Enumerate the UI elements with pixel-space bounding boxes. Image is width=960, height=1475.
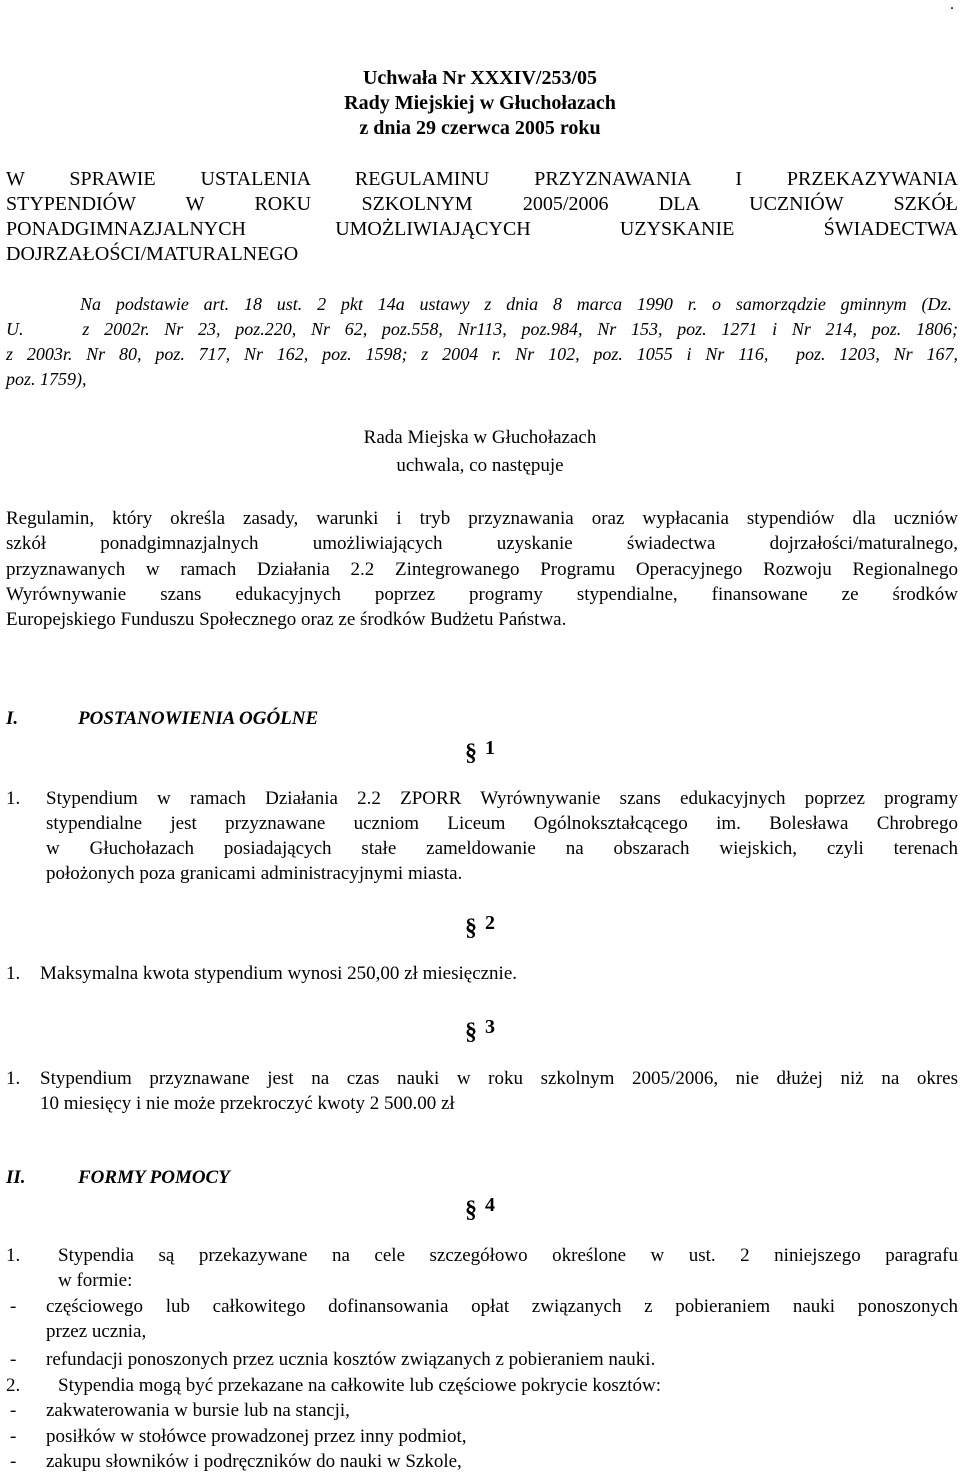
paragraph-4-heading — [465, 1192, 495, 1223]
subject-line-3: PONADGIMNAZJALNYCH UMOŻLIWIAJĄCYCH UZYSKANIE ŚWIADECTWA — [6, 218, 958, 240]
bullet-dash: - — [10, 1451, 17, 1472]
section-sign: § — [465, 1019, 477, 1045]
p1-item-number: 1. — [6, 788, 21, 809]
bullet-dash: - — [10, 1400, 17, 1421]
council-heading: Rada Miejska w Głuchołazach — [363, 427, 597, 448]
section-sign: § — [465, 915, 477, 941]
p4-cost-bullet-3: zakupu słowników i podręczników do nauki w Szkole, — [46, 1451, 462, 1472]
intro-line-1: Regulamin, który określa zasady, warunki i tryb przyznawania oraz wypłacania stypendiów dla uczniów — [6, 508, 958, 529]
intro-line-4: Wyrównywanie szans edukacyjnych poprzez programy stypendialne, finansowane ze środków — [6, 584, 958, 605]
legal-basis-line-2: U. z 2002r. Nr 23, poz.220, Nr 62, poz.558, Nr113, poz.984, Nr 153, poz. 1271 i Nr 214, poz. 1806; — [6, 319, 958, 339]
p1-line-2: stypendialne jest przyznawane uczniom Liceum Ogólnokształcącego im. Bolesława Chrobrego — [46, 813, 958, 834]
council-name: Rady Miejskiej w Głuchołazach — [344, 92, 616, 114]
legal-basis-line-4: poz. 1759), — [6, 369, 87, 389]
subject-line-4: DOJRZAŁOŚCI/MATURALNEGO — [6, 243, 299, 265]
paragraph-number: 4 — [485, 1194, 495, 1216]
section-sign: § — [465, 740, 477, 766]
resolution-date: z dnia 29 czerwca 2005 roku — [359, 117, 601, 139]
p1-line-1: Stypendium w ramach Działania 2.2 ZPORR Wyrównywanie szans edukacyjnych poprzez programy — [46, 788, 958, 809]
section-2-number: II. — [6, 1167, 26, 1188]
resolution-number: Uchwała Nr XXXIV/253/05 — [362, 67, 598, 89]
paragraph-number: 3 — [485, 1016, 495, 1038]
section-1-title: POSTANOWIENIA OGÓLNE — [78, 708, 319, 729]
p4-item-2-number: 2. — [6, 1375, 21, 1396]
p4-item-1-number: 1. — [6, 1245, 21, 1266]
council-resolves: uchwala, co następuje — [396, 455, 564, 476]
legal-basis-line-3: z 2003r. Nr 80, poz. 717, Nr 162, poz. 1598; z 2004 r. Nr 102, poz. 1055 i Nr 116, poz. 1203, Nr 167, — [6, 344, 958, 364]
section-1-number: I. — [6, 708, 19, 729]
paragraph-number: 2 — [485, 912, 495, 934]
subject-line-1: W SPRAWIE USTALENIA REGULAMINU PRZYZNAWANIA I PRZEKAZYWANIA — [6, 168, 958, 190]
paragraph-number: 1 — [485, 737, 495, 759]
p2-line-1: Maksymalna kwota stypendium wynosi 250,00 zł miesięcznie. — [40, 963, 518, 984]
p4-cost-bullet-1: zakwaterowania w bursie lub na stancji, — [46, 1400, 350, 1421]
p4-bullet-2-line-1: refundacji ponoszonych przez ucznia kosztów związanych z pobieraniem nauki. — [46, 1349, 656, 1370]
section-2-title: FORMY POMOCY — [78, 1167, 230, 1188]
section-sign: § — [465, 1197, 477, 1223]
paragraph-1-heading — [465, 735, 495, 766]
p1-line-3: w Głuchołazach posiadających stałe zameldowanie na obszarach wiejskich, czyli terenach — [46, 838, 958, 859]
p1-line-4: położonych poza granicami administracyjnymi miasta. — [46, 863, 463, 884]
p3-item-number: 1. — [6, 1068, 21, 1089]
bullet-dash: - — [10, 1296, 17, 1317]
paragraph-3-heading — [465, 1014, 495, 1045]
p4-bullet-1-line-1: częściowego lub całkowitego dofinansowania opłat związanych z pobieraniem nauki ponoszonych — [46, 1296, 958, 1317]
intro-line-2: szkół ponadgimnazjalnych umożliwiających uzyskanie świadectwa dojrzałości/maturalnego, — [6, 533, 958, 554]
p4-item-1-line-1: Stypendia są przekazywane na cele szczegółowo określone w ust. 2 niniejszego paragrafu — [58, 1245, 958, 1266]
legal-basis-line-1: Na podstawie art. 18 ust. 2 pkt 14a ustawy z dnia 8 marca 1990 r. o samorządzie gminnym (Dz. — [80, 294, 952, 314]
intro-line-5: Europejskiego Funduszu Społecznego oraz ze środków Budżetu Państwa. — [6, 609, 567, 630]
bullet-dash: - — [10, 1426, 17, 1447]
p4-item-2-line-1: Stypendia mogą być przekazane na całkowite lub częściowe pokrycie kosztów: — [58, 1375, 662, 1396]
p3-line-2: 10 miesięcy i nie może przekroczyć kwoty 2 500.00 zł — [40, 1093, 455, 1114]
p3-line-1: Stypendium przyznawane jest na czas nauki w roku szkolnym 2005/2006, nie dłużej niż na okres — [40, 1068, 958, 1089]
p4-cost-bullet-2: posiłków w stołówce prowadzonej przez inny podmiot, — [46, 1426, 467, 1447]
bullet-dash: - — [10, 1349, 17, 1370]
p2-item-number: 1. — [6, 963, 21, 984]
p4-bullet-1-line-2: przez ucznia, — [46, 1321, 147, 1342]
p4-item-1-line-2: w formie: — [58, 1270, 133, 1291]
intro-line-3: przyznawanych w ramach Działania 2.2 Zintegrowanego Programu Operacyjnego Rozwoju Regionalnego — [6, 559, 958, 580]
corner-mark: . — [950, 0, 954, 13]
paragraph-2-heading — [465, 910, 495, 941]
subject-line-2: STYPENDIÓW W ROKU SZKOLNYM 2005/2006 DLA UCZNIÓW SZKÓŁ — [6, 193, 958, 215]
